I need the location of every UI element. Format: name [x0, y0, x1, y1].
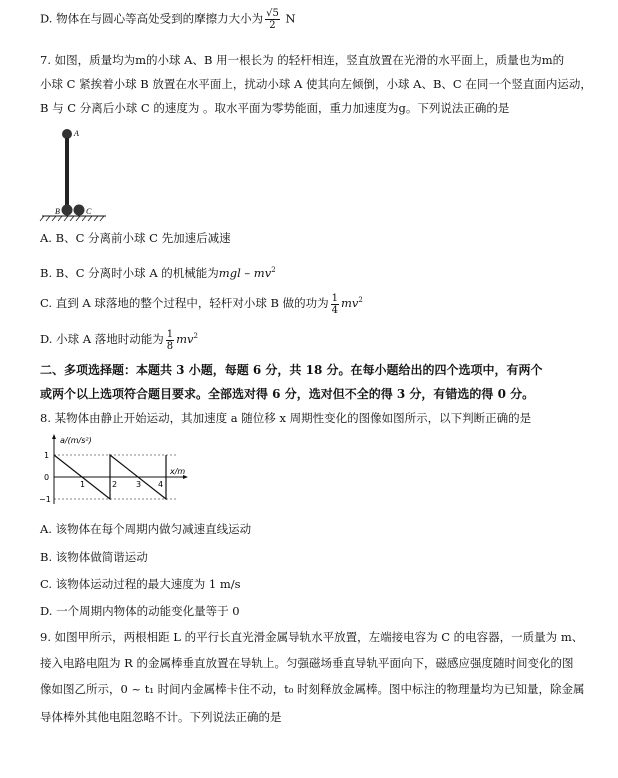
fraction: $\frac{√5}{2}$	[266, 8, 279, 31]
ball-b	[62, 205, 73, 216]
y-arrow	[52, 434, 56, 439]
q7-option-b: B. B、C 分离时小球 A 的机械能为mgl – $mv^2$	[40, 266, 276, 280]
fraction: $\frac{1}{4}$	[331, 292, 338, 316]
x-tick-4: 4	[158, 480, 164, 489]
ground-hatch	[40, 216, 104, 221]
q8-option-c: C. 该物体运动过程的最大速度为 1 m/s	[40, 577, 241, 591]
q9-line1: 9. 如图甲所示，两根相距 L 的平行长直光滑金属导轨水平放置，左端接电容为 C 的电容器，一质量为 m、	[40, 630, 584, 644]
section2-heading-line2: 或两个以上选项符合题目要求。全部选对得 6 分，选对但不全的得 3 分，有错选的得 0 分。	[40, 387, 535, 401]
q8-option-b: B. 该物体做简谐运动	[40, 550, 148, 564]
q9-line3: 像如图乙所示，0 ~ t₁ 时间内金属棒卡住不动，t₀ 时刻释放金属棒。图中标注的物理量均为已知量，除金属	[40, 682, 585, 696]
q7-line1: 7. 如图，质量均为m的小球 A、B 用一根长为 的轻杆相连，竖直放置在光滑的水平面上，质量也为m的	[40, 53, 565, 67]
option-d-text: D. 物体在与圆心等高处受到的摩擦力大小为	[40, 11, 264, 26]
x-tick-3: 3	[136, 480, 142, 489]
q8-option-d: D. 一个周期内物体的动能变化量等于 0	[40, 604, 240, 618]
q7-option-d: D. 小球 A 落地时动能为 $\frac{1}{8}$ $mv^2$	[40, 328, 198, 352]
x-tick-1: 1	[80, 480, 86, 489]
label-b: B	[55, 207, 60, 216]
section2-heading-line1: 二、多项选择题：本题共 3 小题，每题 6 分，共 18 分。在每小题给出的四个选项中，有两个	[40, 363, 543, 377]
q8-option-a: A. 该物体在每个周期内做匀减速直线运动	[40, 522, 252, 536]
q7-option-c: C. 直到 A 球落地的整个过程中，轻杆对小球 B 做的功为 $\frac{1}{4}$ $mv^2$	[40, 292, 363, 316]
q9-line4: 导体棒外其他电阻忽略不计。下列说法正确的是	[40, 710, 282, 724]
light-rod	[65, 138, 69, 206]
q7-line2: 小球 C 紧挨着小球 B 放置在水平面上，扰动小球 A 使其向左倾倒，小球 A、B、C 在同一个竖直面内运动，	[40, 77, 592, 91]
q9-line2: 接入电路电阻为 R 的金属棒垂直放置在导轨上。匀强磁场垂直导轨平面向下，磁感应强度随时间变化的图	[40, 656, 574, 670]
label-c: C	[86, 207, 92, 216]
ball-a	[62, 129, 72, 139]
q8-graph	[36, 432, 196, 512]
prev-option-d	[40, 8, 296, 31]
y-tick-neg1: −1	[39, 495, 51, 504]
ball-c	[74, 205, 85, 216]
y-axis-label: a/(m/s²)	[60, 436, 92, 445]
q7-figure	[36, 126, 126, 222]
y-tick-1: 1	[44, 451, 50, 460]
unit: N	[285, 11, 296, 26]
fraction: $\frac{1}{8}$	[166, 328, 174, 352]
x-tick-2: 2	[112, 480, 118, 489]
q7-option-a: A. B、C 分离前小球 C 先加速后减速	[40, 231, 231, 245]
x-axis-label: x/m	[170, 467, 186, 476]
y-tick-0: 0	[44, 473, 50, 482]
q8-stem: 8. 某物体由静止开始运动，其加速度 a 随位移 x 周期性变化的图像如图所示，以下判断正确的是	[40, 411, 532, 425]
label-a: A	[74, 129, 79, 138]
q7-line3: B 与 C 分离后小球 C 的速度为 。取水平面为零势能面，重力加速度为g。下列说法正确的是	[40, 101, 510, 115]
